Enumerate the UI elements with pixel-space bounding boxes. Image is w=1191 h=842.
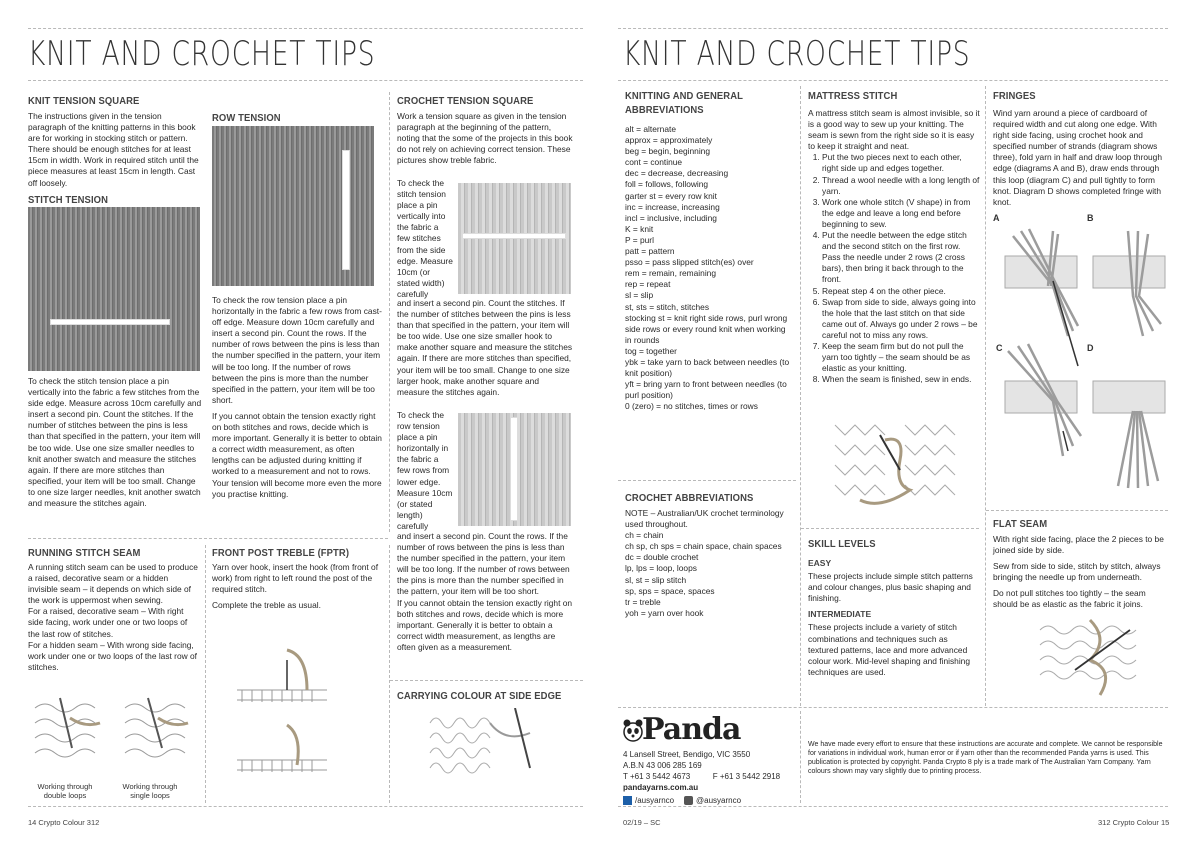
crochet-vertical-tape xyxy=(510,417,518,521)
mattress-step: 2. Thread a wool needle with a long length of yarn. xyxy=(822,175,980,197)
running-stitch-p2: For a raised, decorative seam – With right side facing, work under one or two loops of the last row of stitches. xyxy=(28,606,188,639)
abbr-item: yft = bring yarn to front between needles (to purl position) xyxy=(625,379,787,401)
abbr-item: dec = decrease, decreasing xyxy=(625,168,729,179)
contact-fax: F +61 3 5442 2918 xyxy=(712,772,781,782)
abbr-item: rep = repeat xyxy=(625,279,671,290)
row-tension-p1: To check the row tension place a pin horizontally in the fabric a few rows from cast-off edge. Measure down 10cm carefully and insert a second pin. Count the rows. If the number of rows between the pins is less than the number specified in the pattern, your item will be too long. If the number of rows between the pins is more than the number specified in the pattern, your item will be too short. xyxy=(212,295,382,405)
crochet-horizontal-tape xyxy=(462,233,566,239)
instagram-icon[interactable] xyxy=(684,796,693,805)
fringes-diagram xyxy=(993,226,1168,491)
abbr-item: sl = slip xyxy=(625,290,654,301)
contact-rule xyxy=(618,707,1168,708)
abbr-item: P = purl xyxy=(625,234,654,245)
row-tension-p2: If you cannot obtain the tension exactly right on both stitches and rows, decide which is more important. Generally it is better to obtain a correct width measurement, as often lengths can be adjusted during knitting if worked to a measurement and not to rows. Your tension will become more even the more you practise knitting. xyxy=(212,410,382,499)
footer-code: 02/19 – SC xyxy=(623,818,661,827)
fptr-p1: Yarn over hook, insert the hook (from front of work) from right to left round the post of the required stitch. xyxy=(212,562,379,595)
crochet-row-wide: and insert a second pin. Count the rows. If the number of rows between the pins is less than the number specified in the pattern, your item will be too long. If the number of rows between the pins is more than the number specified in the pattern, your item will be too short. xyxy=(397,531,570,597)
row-tension-text xyxy=(212,295,382,505)
contact-block xyxy=(623,749,803,793)
crochet-abbr-item: tr = treble xyxy=(625,596,661,607)
contact-address: 4 Lansell Street, Bendigo, VIC 3550 xyxy=(623,750,751,759)
col-divider-left-lower xyxy=(389,545,390,803)
flat-seam-p3: Do not pull stitches too tightly – the seam should be as elastic as the fabric it joins. xyxy=(993,588,1146,610)
mattress-step: 7. Keep the seam firm but do not pull the yarn too tightly – the seam should be as elastic as your knitting. xyxy=(822,341,980,374)
crochet-abbr-item: NOTE – Australian/UK crochet terminology used throughout. xyxy=(625,508,784,530)
footer-left: 14 Crypto Colour 312 xyxy=(28,818,100,827)
crochet-abbr-item: sp, sps = space, spaces xyxy=(625,585,715,596)
instagram-handle[interactable]: @ausyarnco xyxy=(696,796,742,805)
abbr-item: 0 (zero) = no stitches, times or rows xyxy=(625,401,758,412)
heading-running-stitch-seam: RUNNING STITCH SEAM xyxy=(28,547,141,559)
panda-icon xyxy=(623,718,643,744)
contact-divider xyxy=(800,711,801,803)
heading-fptr: FRONT POST TREBLE (FPTR) xyxy=(212,547,350,559)
mattress-step: 8. When the seam is finished, sew in ends. xyxy=(822,374,980,385)
mattress-step: 3. Work one whole stitch (V shape) in from the edge and leave a long end before beginning to sew. xyxy=(822,197,980,230)
abbr-item: patt = pattern xyxy=(625,246,675,257)
contact-phone: T +61 3 5442 4673 xyxy=(623,772,691,782)
crochet-abbr-item: lp, lps = loop, loops xyxy=(625,563,697,574)
bottom-rule-right xyxy=(618,806,1168,807)
crochet-tension-intro: Work a tension square as given in the tension paragraph at the beginning of the pattern, noting that the some of the projects in this book do not rely on achieving correct tension. These pictures show treble fabric. xyxy=(397,111,573,166)
row-tension-photo xyxy=(212,126,374,286)
mattress-stitch-diagram xyxy=(830,410,970,520)
heading-mattress-stitch: MATTRESS STITCH xyxy=(808,90,898,102)
running-stitch-p1: A running stitch seam can be used to produce a raised, decorative seam or a hidden invisible seam – it depends on which side of the work is uppermost when sewing. xyxy=(28,562,198,606)
heading-knitting-abbr-2: ABBREVIATIONS xyxy=(625,104,704,116)
crochet-abbr-item: ch = chain xyxy=(625,530,664,541)
skill-easy-label: EASY xyxy=(808,558,832,568)
abbr-item: stocking st = knit right side rows, purl wrong side rows or every round knit when working in rounds xyxy=(625,312,788,345)
crochet-stitch-narrow: To check the stitch tension place a pin vertically into the fabric a few stitches from the side edge. Measure 10cm (or stated width) carefully xyxy=(397,178,453,299)
flat-seam-p2: Sew from side to side, stitch by stitch, always bringing the needle up from underneath. xyxy=(993,561,1161,583)
abbr-item: garter st = every row knit xyxy=(625,190,717,201)
abbr-item: st, sts = stitch, stitches xyxy=(625,301,710,312)
abbr-item: foll = follows, following xyxy=(625,179,709,190)
bottom-rule-left xyxy=(28,806,583,807)
crochet-abbr-item: dc = double crochet xyxy=(625,552,699,563)
mattress-step: 6. Swap from side to side, always going into the hole that the last stitch on that side came out of. Always go under 2 rows – be careful not to miss any rows. xyxy=(822,297,980,341)
abbr-item: tog = together xyxy=(625,345,677,356)
abbr-item: ybk = take yarn to back between needles (to knit position) xyxy=(625,356,790,379)
skill-intermediate-label: INTERMEDIATE xyxy=(808,609,872,620)
heading-flat-seam: FLAT SEAM xyxy=(993,518,1048,530)
mattress-step: 5. Repeat step 4 on the other piece. xyxy=(822,286,980,297)
disclaimer: We have made every effort to ensure that these instructions are accurate and complete. We cannot be responsible for variations in individual work, human error or if yarn other than the recommended Panda yarns is used. This publication is protected by copyright. Panda Crypto 8 ply is a trade mark of The Australian Yarn Company. Yarn colours shown may vary slightly due to printing process. xyxy=(808,741,1163,775)
crochet-row-narrow: To check the row tension place a pin horizontally in the fabric a few rows from lower edge. Measure 10cm (or stated length) carefully xyxy=(397,410,453,531)
stitch-tension-photo xyxy=(28,207,200,371)
running-stitch-p3: For a hidden seam – With wrong side facing, work under one or two loops of the last row of stitches. xyxy=(28,639,197,672)
col-divider-left xyxy=(389,92,390,532)
skill-levels-rule xyxy=(801,528,979,529)
crochet-abbr-item: yoh = yarn over hook xyxy=(625,607,704,618)
vertical-measure-tape xyxy=(342,150,350,270)
flat-seam-rule xyxy=(986,510,1168,511)
fringe-label-d: D xyxy=(1087,343,1094,353)
fringe-label-a: A xyxy=(993,213,1000,223)
fringes-text: Wind yarn around a piece of cardboard of required width and cut along one edge. With right side facing, using crochet hook and specified number of strands (diagram shows three), fold yarn in half and draw loop through edge (diagrams A and B), draw ends through this loop (diagram C) and pull tightly to form knot. Diagram D shows completed fringe with knot. xyxy=(993,108,1163,207)
abbr-item: approx = approximately xyxy=(625,135,713,146)
top-rule-left xyxy=(28,28,583,29)
abbr-item: beg = begin, beginning xyxy=(625,146,710,157)
panda-logo: Panda xyxy=(642,712,741,747)
flat-seam-text xyxy=(993,534,1167,616)
fptr-diagram xyxy=(232,630,332,780)
footer-right: 312 Crypto Colour 15 xyxy=(1098,818,1170,827)
crochet-abbr-rule xyxy=(618,480,796,481)
facebook-icon[interactable] xyxy=(623,796,632,805)
skill-easy-text: These projects include simple stitch patterns and colour changes, plus basic shaping and finishing. xyxy=(808,571,973,604)
title-rule-left xyxy=(28,80,583,81)
top-rule-right xyxy=(618,28,1168,29)
skill-intermediate-text: These projects include a variety of stitch combinations and techniques such as textured patterns, lace and more advanced colour work. Mid-level shaping and finishing techniques are used. xyxy=(808,622,970,677)
fptr-p2: Complete the treble as usual. xyxy=(212,600,321,611)
heading-carrying-colour: CARRYING COLOUR AT SIDE EDGE xyxy=(397,690,562,702)
horizontal-measure-tape xyxy=(50,319,170,325)
stitch-tension-text: To check the stitch tension place a pin vertically into the fabric a few stitches from the side edge. Measure across 10cm carefully and insert a second pin. Count the stitches. If the number of stitches between the pins is less than that specified in the pattern, your item will be too wide. Use one size smaller needles to knit another swatch and measure the stitches again. If there are more stitches than specified, your item will be too small. Change to one size larger needles, knit another swatch and measure the stitches again. xyxy=(28,376,202,509)
contact-abn: A.B.N 43 006 285 169 xyxy=(623,761,702,771)
col-divider-bottom-left xyxy=(205,545,206,803)
crochet-stitch-wide: and insert a second pin. Count the stitches. If the number of stitches between the pins is less than that specified in the pattern, your item will be too wide. Use one size smaller hook to make another square and measure the stitches again. If there are more stitches than specified, your item will be too small. Change to one size larger hook, make another square and measure the stitches again. xyxy=(397,298,573,397)
heading-knit-tension-square: KNIT TENSION SQUARE xyxy=(28,95,140,107)
abbr-item: alt = alternate xyxy=(625,124,676,134)
contact-phones xyxy=(623,771,803,782)
mattress-steps xyxy=(808,152,980,385)
running-stitch-diagram xyxy=(30,688,200,778)
carry-rule xyxy=(390,680,583,681)
crochet-row-wide2: If you cannot obtain the tension exactly right on both stitches and rows, decide which is more important. Generally it is better to obtain a correct width measurement, as lengths are often given as a measurement. xyxy=(397,597,573,652)
mattress-step: 1. Put the two pieces next to each other, right side up and edges together. xyxy=(822,152,980,174)
flat-seam-diagram xyxy=(1035,615,1145,700)
heading-row-tension: ROW TENSION xyxy=(212,112,281,124)
crochet-stitch-photo xyxy=(458,183,571,294)
crochet-row-text xyxy=(397,531,573,653)
carrying-colour-diagram xyxy=(420,708,550,793)
mattress-step: 4. Put the needle between the edge stitch and the second stitch on the first row. Pass the needle under 2 rows (2 cross bars), then bring it back through to the front. xyxy=(822,230,980,285)
skill-levels-text xyxy=(808,556,980,683)
heading-fringes: FRINGES xyxy=(993,90,1036,102)
crochet-abbr-list xyxy=(625,508,793,619)
abbr-item: K = knit xyxy=(625,223,654,234)
heading-crochet-tension-square: CROCHET TENSION SQUARE xyxy=(397,95,534,107)
heading-skill-levels: SKILL LEVELS xyxy=(808,538,876,550)
fringe-label-c: C xyxy=(996,343,1003,353)
page-title-right: KNIT AND CROCHET TIPS xyxy=(623,34,971,74)
col-divider-right-2 xyxy=(985,86,986,706)
mattress-stitch-text xyxy=(808,108,980,385)
col-divider-right-1 xyxy=(800,86,801,706)
page-title-left: KNIT AND CROCHET TIPS xyxy=(28,34,376,74)
crochet-abbr-item: sl, st = slip stitch xyxy=(625,574,687,585)
fptr-text xyxy=(212,562,382,616)
crochet-row-photo xyxy=(458,413,571,526)
caption-single-loops: Working through single loops xyxy=(122,782,178,800)
abbr-item: incl = inclusive, including xyxy=(625,212,717,223)
abbr-item: psso = pass slipped stitch(es) over xyxy=(625,257,754,268)
flat-seam-p1: With right side facing, place the 2 pieces to be joined side by side. xyxy=(993,534,1164,556)
contact-web[interactable]: pandayarns.com.au xyxy=(623,783,699,793)
heading-knitting-abbr-1: KNITTING AND GENERAL xyxy=(625,90,743,102)
knit-tension-square-text: The instructions given in the tension paragraph of the knitting patterns in this book are for working in stocking stitch or pattern. There should be enough stitches for at least 15cm in width. Work in required stitch until the piece measures at least 15cm in length. Cast off loosely. xyxy=(28,111,199,188)
heading-stitch-tension: STITCH TENSION xyxy=(28,194,109,206)
knitting-abbr-list xyxy=(625,124,793,412)
mattress-intro: A mattress stitch seam is almost invisible, so it is a good way to sew up your knitting. The seam is sewn from the right side so it is easy to keep it straight and neat. xyxy=(808,108,980,152)
crochet-abbr-item: ch sp, ch sps = chain space, chain spaces xyxy=(625,541,782,552)
title-rule-right xyxy=(618,80,1168,81)
abbr-item: inc = increase, increasing xyxy=(625,201,720,212)
abbr-item: cont = continue xyxy=(625,157,683,168)
facebook-handle[interactable]: /ausyarnco xyxy=(635,796,675,805)
fringe-label-b: B xyxy=(1087,213,1094,223)
running-stitch-text xyxy=(28,562,200,673)
section-rule-left xyxy=(28,538,388,539)
abbr-item: rem = remain, remaining xyxy=(625,268,716,279)
caption-double-loops: Working through double loops xyxy=(37,782,93,800)
heading-crochet-abbr: CROCHET ABBREVIATIONS xyxy=(625,492,754,504)
